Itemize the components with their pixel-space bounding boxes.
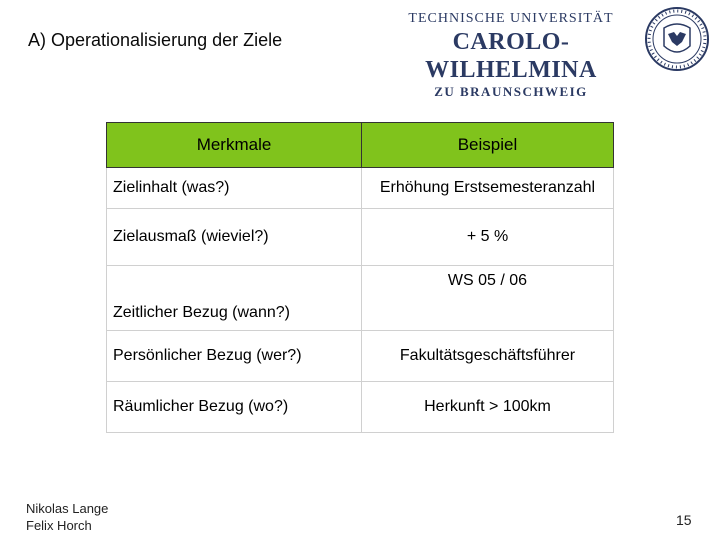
- merkmal-cell: Persönlicher Bezug (wer?): [107, 331, 362, 382]
- logo-line-2: CAROLO-WILHELMINA: [425, 29, 597, 83]
- slide-title: A) Operationalisierung der Ziele: [28, 30, 283, 50]
- table-row: [107, 382, 614, 433]
- merkmal-cell: Zielinhalt (was?): [107, 168, 362, 209]
- merkmal-cell: Zeitlicher Bezug (wann?): [107, 266, 362, 331]
- header-beispiel: Beispiel: [362, 123, 614, 168]
- author-name: Felix Horch: [26, 518, 92, 533]
- beispiel-cell: Erhöhung Erstsemesteranzahl: [362, 168, 614, 209]
- logo-line-1: TECHNISCHE UNIVERSITÄT: [408, 11, 614, 26]
- table-row: [107, 209, 614, 266]
- merkmal-cell: Räumlicher Bezug (wo?): [107, 382, 362, 433]
- table-row: [107, 168, 614, 209]
- university-seal-icon: [644, 6, 710, 72]
- authors: [26, 500, 108, 534]
- header-merkmale: Merkmale: [107, 123, 362, 168]
- merkmal-cell: Zielausmaß (wieviel?): [107, 209, 362, 266]
- author-name: Nikolas Lange: [26, 501, 109, 516]
- logo-line-3: ZU BRAUNSCHWEIG: [434, 84, 588, 99]
- beispiel-cell: Herkunft > 100km: [362, 382, 614, 433]
- table-row: [107, 266, 614, 331]
- ziele-table: [106, 122, 614, 433]
- beispiel-cell: + 5 %: [362, 209, 614, 266]
- table-row: [107, 331, 614, 382]
- university-logo: [386, 10, 636, 100]
- page-number: 15: [676, 512, 692, 528]
- table-header-row: [107, 123, 614, 168]
- beispiel-cell: WS 05 / 06: [362, 266, 614, 331]
- beispiel-cell: Fakultätsgeschäftsführer: [362, 331, 614, 382]
